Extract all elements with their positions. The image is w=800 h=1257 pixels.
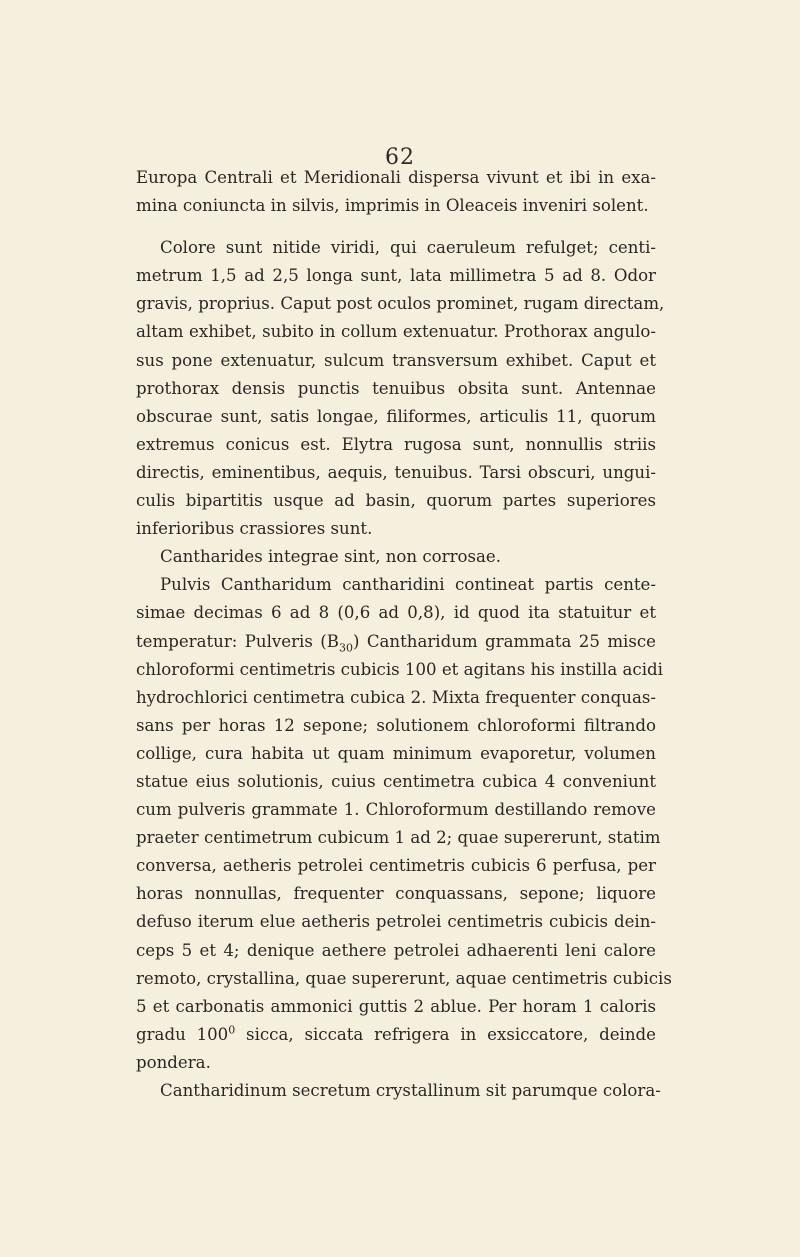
text-line: cum pulveris grammate 1. Chloroformum destillando remove [136, 800, 656, 820]
text-line: mina coniuncta in silvis, imprimis in Oleaceis inveniri solent. [136, 196, 649, 216]
paragraph [136, 164, 656, 220]
text-fragment: temperatur: Pulveris (B [136, 631, 339, 651]
text-line: defuso iterum elue aetheris petrolei centimetris cubicis dein- [136, 912, 656, 932]
paragraph [136, 571, 672, 1077]
text-line: hydrochlorici centimetra cubica 2. Mixta frequenter conquas- [136, 687, 656, 707]
text-line: inferioribus crassiores sunt. [136, 519, 373, 539]
text-line: Colore sunt nitide viridi, qui caeruleum refulget; centi- [160, 238, 656, 258]
text-line: Cantharides integrae sint, non corrosae. [160, 547, 502, 567]
text-line: directis, eminentibus, aequis, tenuibus. Tarsi obscuri, ungui- [136, 462, 656, 482]
text-line: collige, cura habita ut quam minimum evaporetur, volumen [136, 743, 656, 763]
text-line: gravis, proprius. Caput post oculos prominet, rugam directam, [136, 294, 665, 314]
text-fragment: sicca, siccata refrigera in exsiccatore, deinde [235, 1024, 656, 1044]
text-line: horas nonnullas, frequenter conquassans, sepone; liquore [136, 884, 656, 904]
text-line: statue eius solutionis, cuius centimetra cubica 4 conveniunt [136, 771, 656, 791]
text-line: conversa, aetheris petrolei centimetris cubicis 6 perfusa, per [136, 856, 656, 876]
text-line: simae decimas 6 ad 8 (0,6 ad 0,8), id quod ita statuitur et [136, 603, 656, 623]
paragraph [136, 234, 665, 543]
text-line: metrum 1,5 ad 2,5 longa sunt, lata millimetra 5 ad 8. Odor [136, 266, 656, 286]
paragraph-gap [136, 220, 656, 234]
text-line: ceps 5 et 4; denique aethere petrolei adhaerenti leni calore [136, 940, 656, 960]
text-fragment: ) Cantharidum grammata 25 misce [352, 631, 656, 651]
text-line: chloroformi centimetris cubicis 100 et agitans his instilla acidi [136, 659, 663, 679]
text-line: culis bipartitis usque ad basin, quorum partes superiores [136, 491, 656, 511]
text-line: 5 et carbonatis ammonici guttis 2 ablue. Per horam 1 caloris [136, 996, 656, 1016]
paragraph [136, 1077, 661, 1105]
text-line: pondera. [136, 1052, 211, 1072]
text-line-with-superscript [136, 1021, 656, 1049]
text-line: sus pone extenuatur, sulcum transversum exhibet. Caput et [136, 350, 656, 370]
text-line: prothorax densis punctis tenuibus obsita sunt. Antennae [136, 378, 656, 398]
text-line: extremus conicus est. Elytra rugosa sunt, nonnullis striis [136, 434, 656, 454]
text-line: Europa Centrali et Meridionali dispersa vivunt et ibi in exa- [136, 168, 656, 187]
text-line-with-subscript [136, 628, 656, 656]
text-line: praeter centimetrum cubicum 1 ad 2; quae supererunt, statim [136, 828, 661, 848]
text-line: sans per horas 12 sepone; solutionem chloroformi filtrando [136, 715, 656, 735]
subscript: 30 [338, 640, 353, 654]
text-line: remoto, crystallina, quae supererunt, aquae centimetris cubicis [136, 968, 672, 988]
page-number: 62 [385, 145, 415, 170]
superscript: 0 [228, 1023, 236, 1037]
text-line: obscurae sunt, satis longae, filiformes, articulis 11, quorum [136, 406, 656, 426]
paragraph [136, 543, 656, 571]
body-text [136, 164, 672, 1105]
text-line: altam exhibet, subito in collum extenuatur. Prothorax angulo- [136, 322, 656, 342]
text-fragment: gradu 100 [136, 1024, 229, 1044]
text-line: Pulvis Cantharidum cantharidini contineat partis cente- [160, 575, 656, 595]
text-line: Cantharidinum secretum crystallinum sit parumque colora- [160, 1081, 661, 1100]
